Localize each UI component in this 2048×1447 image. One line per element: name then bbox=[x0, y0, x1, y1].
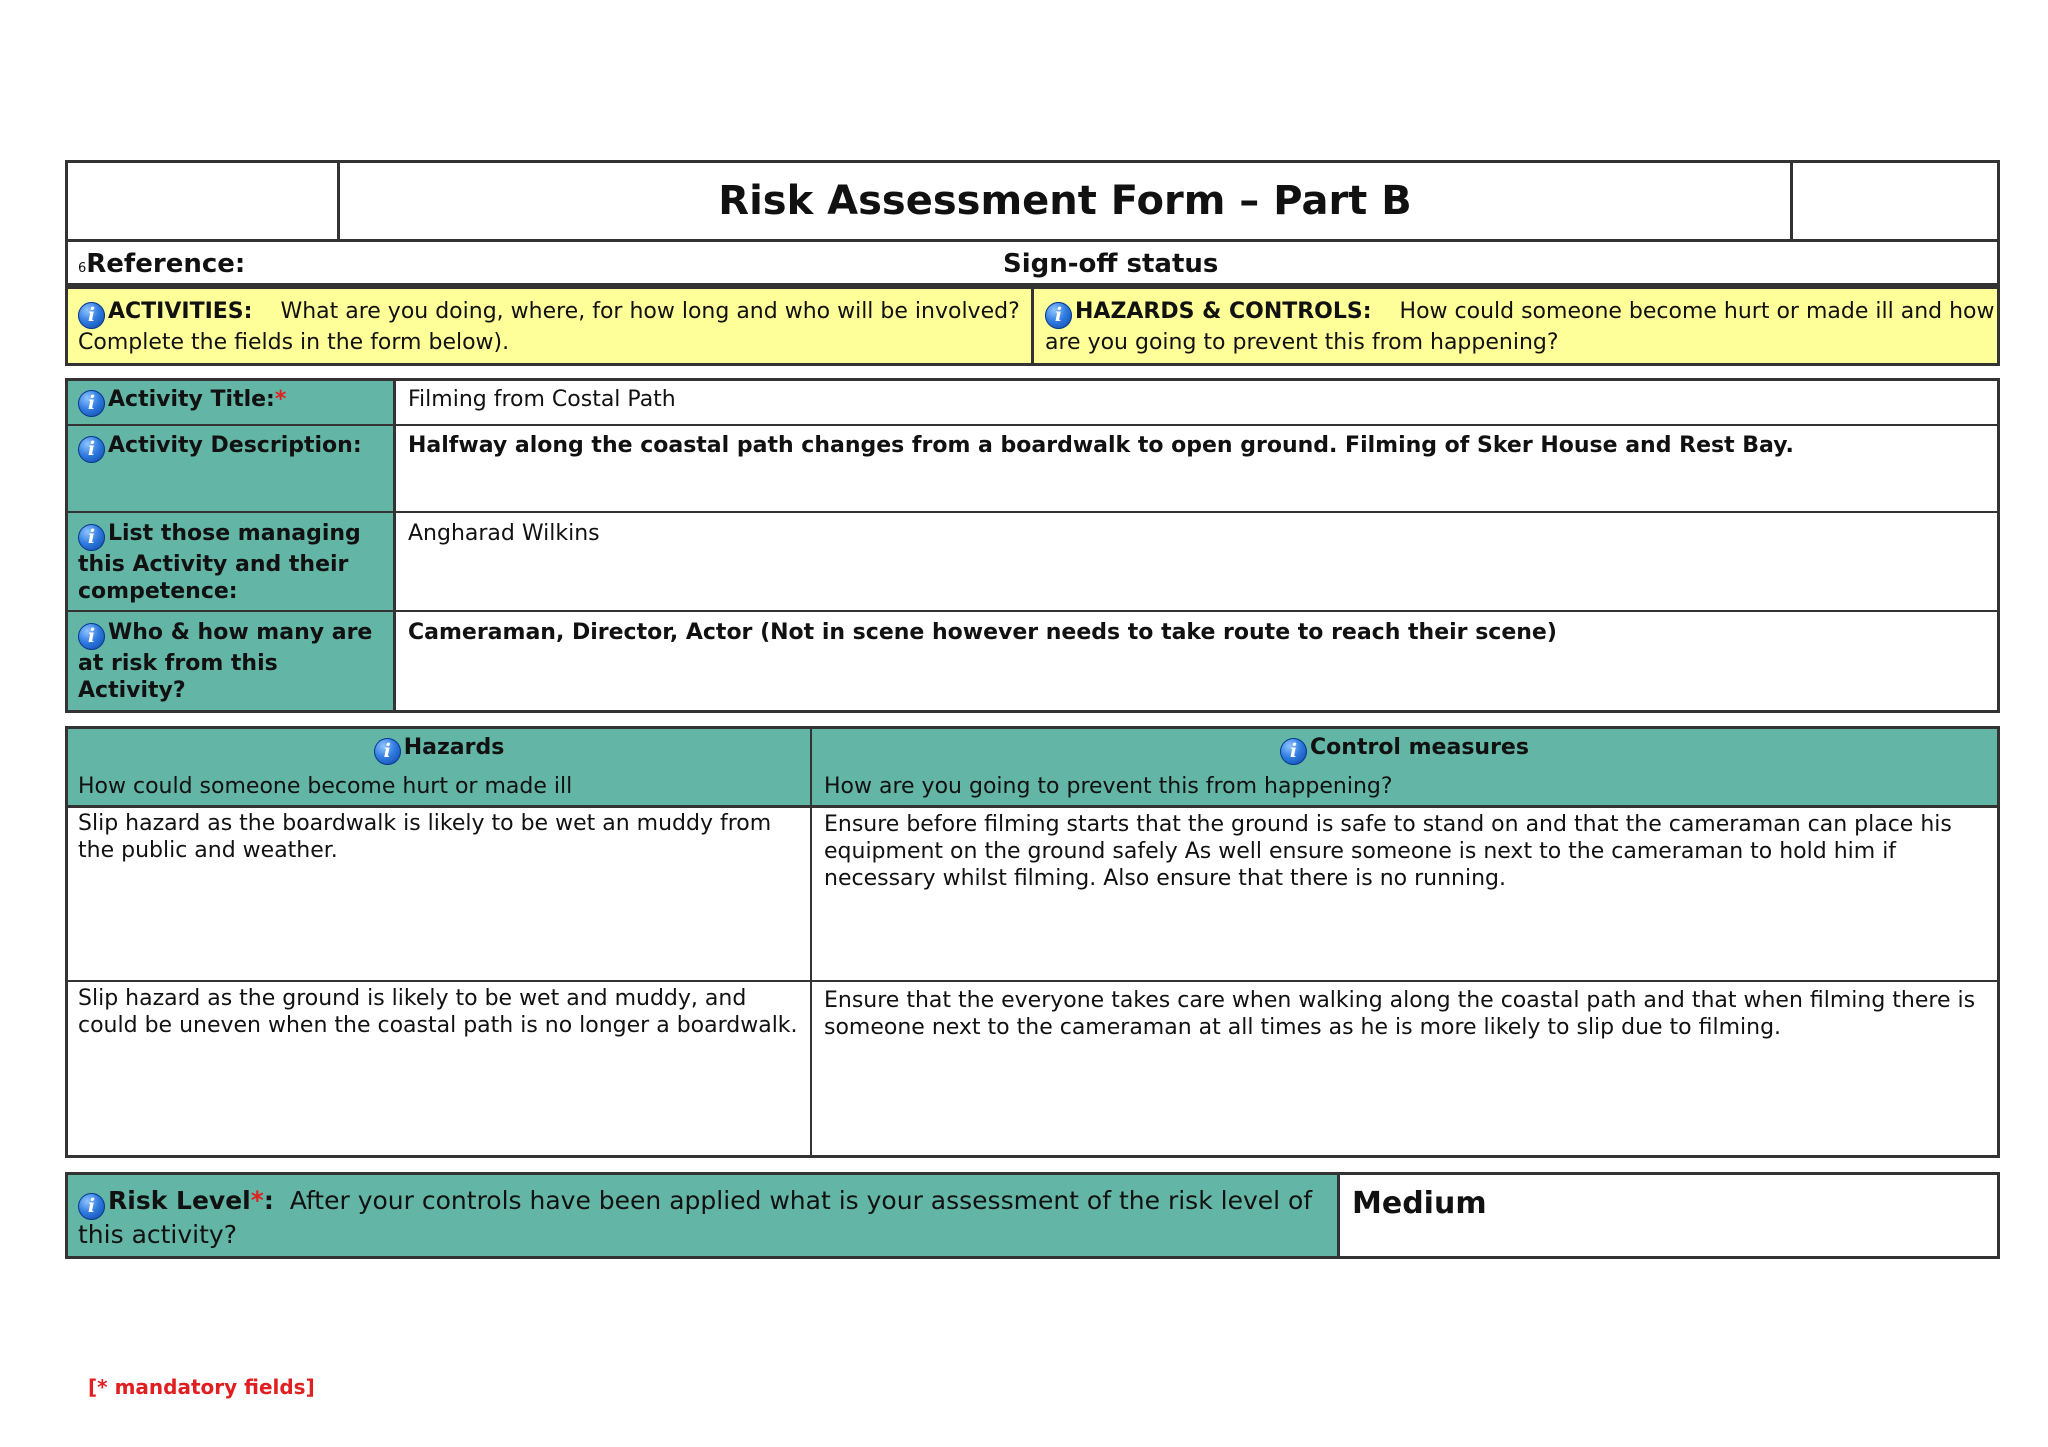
title-right-cell bbox=[1790, 160, 2000, 242]
activity-description-label: i Activity Description: bbox=[78, 432, 388, 463]
activity-title-value[interactable]: Filming from Costal Path bbox=[408, 387, 676, 412]
activities-text: What are you doing, where, for how long and who will be involved? Complete the fields in the form below). bbox=[78, 299, 1020, 355]
info-icon[interactable]: i bbox=[78, 524, 105, 551]
form-title: Risk Assessment Form – Part B bbox=[718, 178, 1412, 224]
title-left-cell bbox=[65, 160, 340, 242]
activities-label: ACTIVITIES: bbox=[108, 299, 253, 324]
info-icon[interactable]: i bbox=[1280, 738, 1307, 765]
required-asterisk: * bbox=[274, 387, 287, 412]
mandatory-fields-note: [* mandatory fields] bbox=[88, 1375, 315, 1399]
intro-divider bbox=[1031, 286, 1034, 366]
info-icon[interactable]: i bbox=[1045, 302, 1072, 329]
control-cell[interactable]: Ensure before filming starts that the ground is safe to stand on and that the cameraman can place his equipment on the ground safely As well ensure someone is next to the cameraman to hold him if necessary whilst filming. Also ensure that there is no running. bbox=[824, 812, 1952, 891]
hazards-subheader: How could someone become hurt or made ill bbox=[78, 774, 573, 799]
info-icon[interactable]: i bbox=[374, 738, 401, 765]
managers-label: i List those managing this Activity and their competence: bbox=[78, 521, 361, 604]
reference-field bbox=[78, 249, 245, 279]
risk-level-value[interactable]: Medium bbox=[1352, 1186, 1487, 1221]
activity-title-label: i Activity Title:* bbox=[78, 386, 388, 417]
column-divider bbox=[1337, 1175, 1340, 1256]
info-icon[interactable]: i bbox=[78, 390, 105, 417]
hazards-intro bbox=[1045, 298, 1995, 356]
controls-subheader: How are you going to prevent this from happening? bbox=[824, 774, 1393, 799]
required-asterisk: * bbox=[250, 1186, 264, 1215]
signoff-status-label: Sign-off status bbox=[1003, 249, 1219, 279]
hazards-header: i Hazards bbox=[68, 734, 810, 765]
column-divider bbox=[393, 381, 396, 710]
hazard-cell[interactable]: Slip hazard as the ground is likely to be wet and muddy, and could be uneven when the coastal path is no longer a boardwalk. bbox=[78, 986, 798, 1038]
hazards-controls-label: HAZARDS & CONTROLS: bbox=[1075, 299, 1372, 324]
hazard-cell[interactable]: Slip hazard as the boardwalk is likely to be wet an muddy from the public and weather. bbox=[78, 811, 772, 863]
at-risk-label: i Who & how many are at risk from this Activity? bbox=[78, 620, 373, 703]
activities-intro bbox=[78, 298, 1028, 356]
info-icon[interactable]: i bbox=[78, 436, 105, 463]
row-divider bbox=[68, 424, 1997, 426]
row-divider bbox=[68, 511, 1997, 513]
at-risk-value[interactable]: Cameraman, Director, Actor (Not in scene however needs to take route to reach their scene) bbox=[408, 620, 1557, 645]
controls-header: i Control measures bbox=[812, 734, 1997, 765]
reference-prefix: 6 bbox=[78, 261, 87, 276]
control-cell[interactable]: Ensure that the everyone takes care when walking along the coastal path and that when filming there is someone next to the cameraman at all times as he is more likely to slip due to filming. bbox=[824, 988, 1976, 1040]
column-divider bbox=[810, 729, 812, 1155]
risk-level-question: i Risk Level*: After your controls have been applied what is your assessment of the risk level of this activity? bbox=[78, 1186, 1313, 1249]
row-divider bbox=[68, 610, 1997, 612]
info-icon[interactable]: i bbox=[78, 623, 105, 650]
row-divider bbox=[68, 805, 1997, 808]
risk-level-label: Risk Level bbox=[108, 1186, 251, 1215]
info-icon[interactable]: i bbox=[78, 302, 105, 329]
reference-label: Reference: bbox=[86, 249, 246, 279]
managers-value[interactable]: Angharad Wilkins bbox=[408, 521, 600, 546]
row-divider bbox=[68, 980, 1997, 982]
activity-description-value[interactable]: Halfway along the coastal path changes from a boardwalk to open ground. Filming of Sker House and Rest Bay. bbox=[408, 433, 1794, 458]
hazards-controls-text: How could someone become hurt or made ill and how are you going to prevent this from happening? bbox=[1045, 299, 1995, 355]
info-icon[interactable]: i bbox=[78, 1193, 105, 1220]
